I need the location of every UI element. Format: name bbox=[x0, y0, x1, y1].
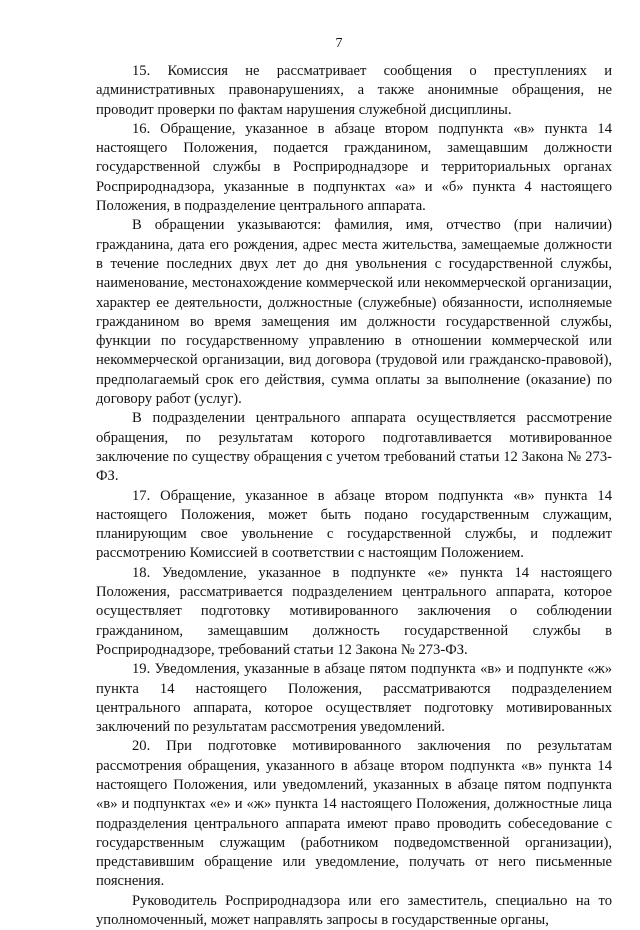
paragraph-19: 19. Уведомления, указанные в абзаце пятом подпункта «в» и подпункте «ж» пункта 14 настоящего Положения, рассматриваются подразделением центрального аппарата, которое осуществляет подготовку мотивированных заключений по результатам рассмотрения уведомлений. bbox=[96, 661, 612, 736]
paragraph-18: 18. Уведомление, указанное в подпункте «е» пункта 14 настоящего Положения, рассматривается подразделением центрального аппарата, которое осуществляет подготовку мотивированного заключения о соблюдении гражданином, замещавшим должность государственной службы в Росприроднадзоре, требований статьи 12 Закона № 273-ФЗ. bbox=[96, 564, 612, 658]
page-number: 7 bbox=[335, 36, 343, 51]
paragraph-16: 16. Обращение, указанное в абзаце втором подпункта «в» пункта 14 настоящего Положения, подается гражданином, замещавшим должности государственной службы в Росприроднадзоре и территориальных органах Росприроднадзора, указанные в подпунктах «а» и «б» пункта 4 настоящего Положения, в подразделение центрального аппарата. bbox=[96, 120, 612, 215]
paragraph-17: 17. Обращение, указанное в абзаце втором подпункта «в» пункта 14 настоящего Положения, может быть подано государственным служащим, планирующим свое увольнение с государственной службы, и подлежит рассмотрению Комиссией в соответствии с настоящим Положением. bbox=[96, 487, 612, 562]
paragraph-16-contents: В обращении указываются: фамилия, имя, отчество (при наличии) гражданина, дата его рождения, адрес места жительства, замещаемые должности в течение последних двух лет до дня увольнения с государственной службы, наименование, местонахождение коммерческой или некоммерческой организации, характер ее деятельности, должностные (служебные) обязанности, исполняемые гражданином во время замещения им должности государственной службы, функции по государственному управлению в отношении коммерческой или некоммерческой организации, вид договора (трудовой или гражданско-правовой), предполагаемый срок его действия, сумма оплаты за выполнение (оказание) по договору работ (услуг). bbox=[96, 217, 612, 408]
paragraph-20: 20. При подготовке мотивированного заключения по результатам рассмотрения обращения, указанного в абзаце втором подпункта «в» пункта 14 настоящего Положения, или уведомлений, указанных в абзаце пятом подпункта «в» и подпунктах «е» и «ж» пункта 14 настоящего Положения, должностные лица подразделения центрального аппарата имеют право проводить собеседование с государственным служащим (работником подведомственной организации), представившим обращение или уведомление, получать от него письменные пояснения. bbox=[96, 738, 612, 890]
paragraph-16-review: В подразделении центрального аппарата осуществляется рассмотрение обращения, по результатам которого подготавливается мотивированное заключение по существу обращения с учетом требований статьи 12 Закона № 273-ФЗ. bbox=[96, 410, 612, 485]
paragraph-15: 15. Комиссия не рассматривает сообщения о преступлениях и административных правонарушениях, а также анонимные обращения, не проводит проверки по фактам нарушения служебной дисциплины. bbox=[96, 63, 612, 118]
paragraph-head-requests: Руководитель Росприроднадзора или его заместитель, специально на то уполномоченный, может направлять запросы в государственные органы, bbox=[96, 892, 612, 929]
